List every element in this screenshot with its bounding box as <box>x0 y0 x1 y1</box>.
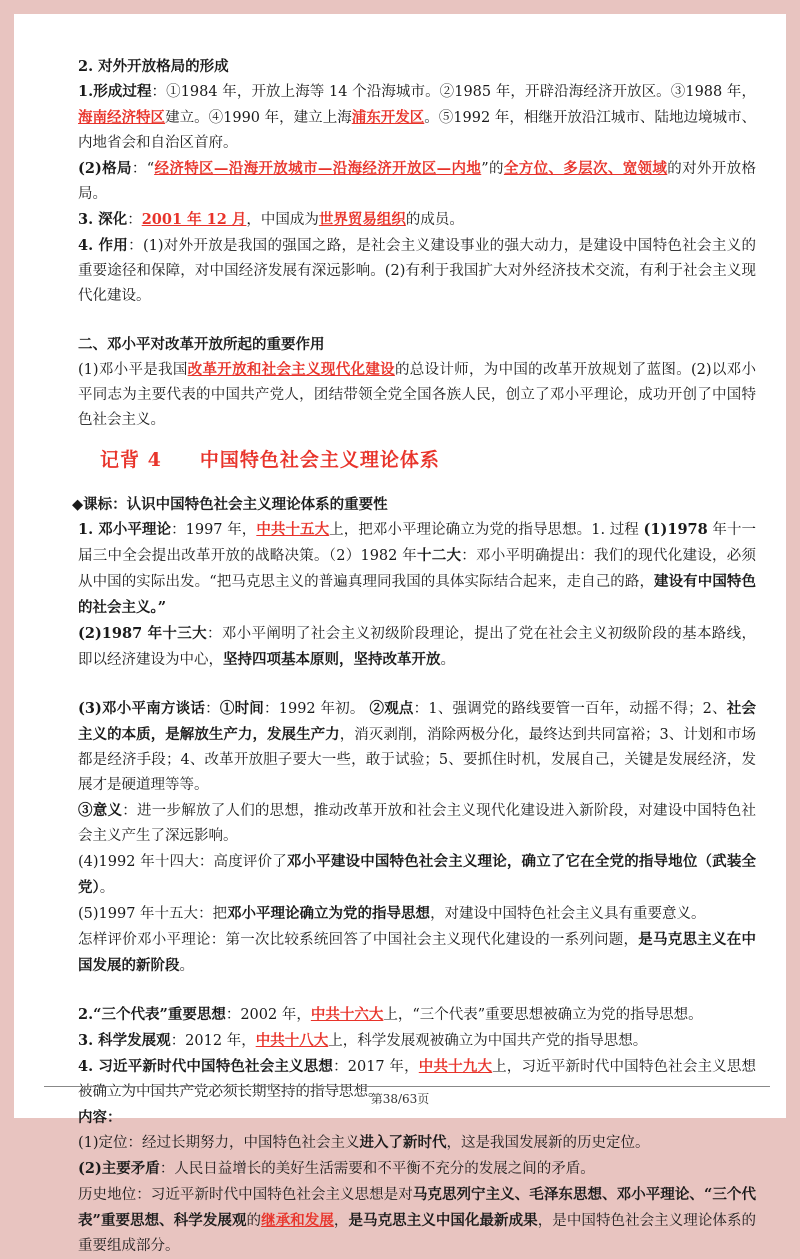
para-15th-congress: (5)1997 年十五大：把邓小平理论确立为党的指导思想，对建设中国特色社会主义具有重要意义。 <box>78 905 706 922</box>
para-xi-thought: 4. 习近平新时代中国特色社会主义思想：2017 年，中共十九大上，习近平新时代中国特色社会主义思想被确立为中国共产党必须长期坚持的指导思想。 <box>78 1058 757 1100</box>
para-historical-status: 历史地位：习近平新时代中国特色社会主义思想是对马克思列宁主义、毛泽东思想、邓小平理论、“三个代表”重要思想、科学发展观的继承和发展，是马克思主义中国化最新成果，是中国特色社会主义理论体系的重要组成部分。 <box>78 1186 757 1254</box>
para-evaluation: 怎样评价邓小平理论：第一次比较系统回答了中国社会主义现代化建设的一系列问题，是马克思主义在中国发展的新阶段。 <box>78 931 757 974</box>
section-title: 记背 4 中国特色社会主义理论体系 <box>100 449 440 471</box>
para-deng-role: (1)邓小平是我国改革开放和社会主义现代化建设的总设计师，为中国的改革开放规划了蓝图。(2)以邓小平同志为主要代表的中国共产党人，团结带领全党全国各族人民，创立了邓小平理论，成功开创了中国特色社会主义。 <box>78 361 756 428</box>
spacer <box>58 979 756 1002</box>
para-14th-congress: (4)1992 年十四大：高度评价了邓小平建设中国特色社会主义理论，确立了它在全党的指导地位（武装全党）。 <box>78 853 757 896</box>
footer-divider <box>44 1086 770 1087</box>
para-main-contradiction: (2)主要矛盾：人民日益增长的美好生活需要和不平衡不充分的发展之间的矛盾。 <box>78 1160 595 1177</box>
content-label: 内容： <box>78 1109 122 1126</box>
para-southern-talks: (3)邓小平南方谈话：①时间：1992 年初。 ②观点：1、强调党的路线要管一百年，动摇不得；2、社会主义的本质，是解放生产力，发展生产力，消灭剥削，消除两极分化，最终达到共同富裕；3、计划和市场都是经济手段；4、改革开放胆子要大一些，敢于试验；5、要抓住时机，发展自己，关键是发展经济，发展才是硬道理等等。 <box>78 700 757 793</box>
highlight: 中共十八大 <box>255 1032 329 1049</box>
document-page <box>14 14 786 1254</box>
highlight: 经济特区—沿海开放城市—沿海经济开放区—内地 <box>154 160 482 177</box>
para-positioning: (1)定位：经过长期努力，中国特色社会主义进入了新时代，这是我国发展新的历史定位。 <box>78 1134 650 1151</box>
para-three-represents: 2.“三个代表”重要思想：2002 年，中共十六大上，“三个代表”重要思想被确立为党的指导思想。 <box>78 1006 703 1023</box>
highlight: 中共十五大 <box>256 521 330 538</box>
highlight: 海南经济特区 <box>78 109 166 126</box>
para-southern-talks-significance: ③意义：进一步解放了人们的思想，推动改革开放和社会主义现代化建设进入新阶段，对建设中国特色社会主义产生了深远影响。 <box>78 802 756 844</box>
highlight: 2001 年 12 月 <box>141 211 247 228</box>
para-function: 4. 作用：(1)对外开放是我国的强国之路，是社会主义建设事业的强大动力，是建设中国特色社会主义的重要途径和保障，对中国经济发展有深远影响。(2)有利于我国扩大对外经济技术交流，有利于社会主义现代化建设。 <box>78 237 756 304</box>
para-scientific-outlook: 3. 科学发展观：2012 年，中共十八大上，科学发展观被确立为中国共产党的指导思想。 <box>78 1032 648 1049</box>
heading-deng-role: 二、邓小平对改革开放所起的重要作用 <box>78 336 325 353</box>
para-deng-theory: 1. 邓小平理论：1997 年，中共十五大上，把邓小平理论确立为党的指导思想。1. 过程 (1)1978 年十一届三中全会提出改革开放的战略决策。（2）1982 年十二大：邓小平明确提出：我们的现代化建设，必须从中国的实际出发。“把马克思主义的普遍真理同我国的具体实际结合起来，走自己的路，建设有中国特色的社会主义。” <box>78 521 757 616</box>
para-13th-congress: (2)1987 年十三大：邓小平阐明了社会主义初级阶段理论，提出了党在社会主义初级阶段的基本路线，即以经济建设为中心，坚持四项基本原则，坚持改革开放。 <box>78 625 757 668</box>
para-formation-process: 1.形成过程：①1984 年，开放上海等 14 个沿海城市。②1985 年，开辟沿海经济开放区。③1988 年，海南经济特区建立。④1990 年，建立上海浦东开发区。⑤1992 年，相继开放沿江城市、陆地边境城市、内地省会和自治区首府。 <box>78 83 757 151</box>
highlight: 中共十六大 <box>310 1006 384 1023</box>
page-number: 第38/63页 <box>370 1092 430 1106</box>
highlight: 改革开放和社会主义现代化建设 <box>187 361 395 378</box>
highlight: 浦东开发区 <box>351 109 425 126</box>
heading-opening-pattern: 2. 对外开放格局的形成 <box>78 58 229 75</box>
curriculum-standard: ◆课标：认识中国特色社会主义理论体系的重要性 <box>72 496 388 513</box>
highlight: 世界贸易组织 <box>318 211 406 228</box>
spacer <box>58 433 756 445</box>
spacer <box>58 673 756 696</box>
spacer <box>58 309 756 332</box>
highlight: 全方位、多层次、宽领域 <box>503 160 668 177</box>
para-pattern: (2)格局：“经济特区—沿海开放城市—沿海经济开放区—内地”的全方位、多层次、宽领域的对外开放格局。 <box>78 160 757 202</box>
highlight: 中共十九大 <box>418 1058 493 1075</box>
highlight: 继承和发展 <box>261 1212 334 1229</box>
para-deepening: 3. 深化：2001 年 12 月，中国成为世界贸易组织的成员。 <box>78 211 464 228</box>
